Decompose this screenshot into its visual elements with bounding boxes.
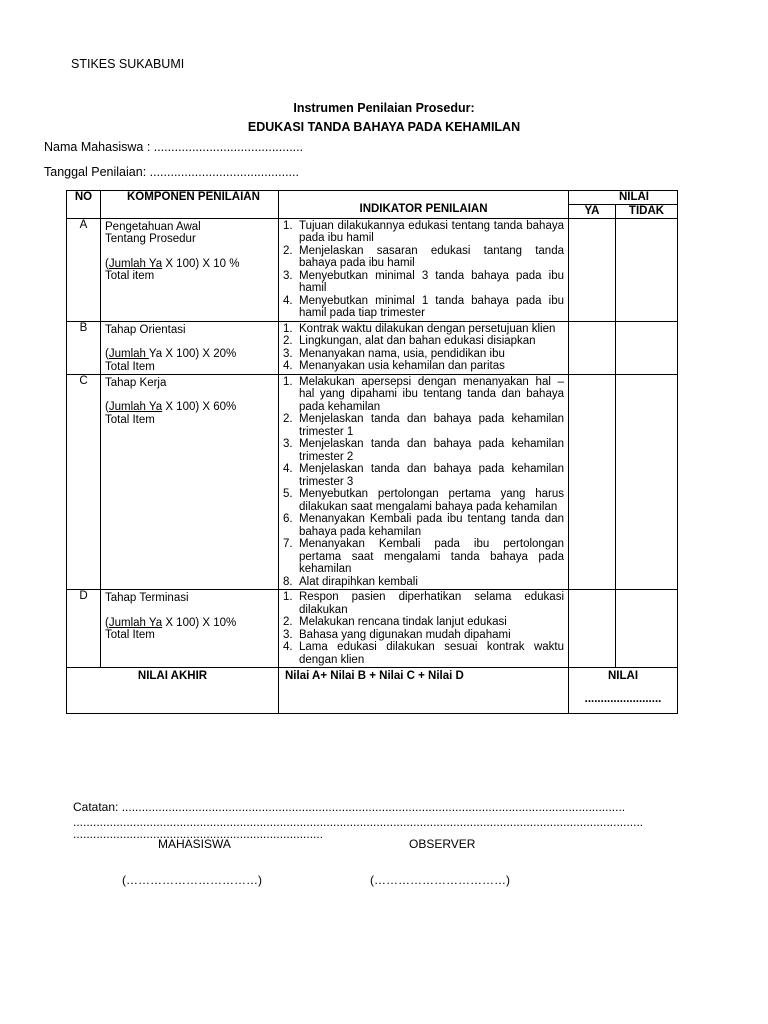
formula-open: ( (105, 257, 109, 270)
notes-field: Catatan: ....................................................................................................................................................... (73, 800, 626, 814)
indicator-text: Bahasa yang digunakan mudah dipahami (299, 628, 511, 641)
indicator-item (283, 245, 564, 270)
indicator-cell (279, 321, 569, 374)
component-cell (101, 321, 279, 374)
col-header-no: NO (67, 191, 101, 219)
indicator-text: Menanyakan usia kehamilan dan paritas (299, 360, 505, 372)
indicator-number: 2. (283, 335, 293, 347)
notes-line-1: ........................................................................................................................................................................... (73, 815, 644, 829)
col-header-nilai: NILAI (569, 191, 678, 205)
observer-signature-label: OBSERVER (409, 837, 476, 851)
formula-open: ( (105, 401, 109, 413)
col-header-ya: YA (569, 205, 616, 219)
final-score-label: NILAI AKHIR (67, 668, 279, 714)
final-score-cell (569, 668, 678, 714)
row-number: A (67, 218, 101, 321)
indicator-cell (279, 374, 569, 590)
table-row (67, 374, 678, 590)
component-title: Tahap Kerja (105, 376, 167, 389)
component-cell (101, 590, 279, 668)
indicator-item (283, 488, 564, 513)
indicator-text: Menyebutkan minimal 1 tanda bahaya pada ibu hamil pada tiap trimester (299, 294, 564, 319)
score-ya-cell[interactable] (569, 218, 616, 321)
observer-signature-line: (……………………………) (370, 873, 510, 887)
student-signature-label: MAHASISWA (158, 837, 231, 851)
institution-name: STIKES SUKABUMI (71, 57, 185, 71)
student-name-field: Nama Mahasiswa : ........................................... (44, 140, 304, 154)
indicator-text: Alat dirapihkan kembali (299, 575, 418, 588)
indicator-number: 5. (283, 488, 293, 500)
score-tidak-cell[interactable] (616, 218, 678, 321)
component-formula (105, 258, 274, 271)
indicator-number: 3. (283, 347, 293, 360)
indicator-number: 3. (283, 269, 293, 282)
formula-multiplier: Ya X 100) X 20% (148, 348, 237, 360)
formula-multiplier: X 100) X 10 % (162, 257, 240, 270)
score-tidak-cell[interactable] (616, 374, 678, 590)
indicator-item (283, 348, 564, 361)
formula-numerator: Jumlah Ya (108, 616, 163, 629)
indicator-number: 4. (283, 641, 293, 653)
indicator-number: 1. (283, 219, 293, 232)
indicator-item (283, 641, 564, 666)
indicator-text: Menjelaskan tanda dan bahaya pada kehamilan trimester 1 (299, 413, 564, 438)
component-title: Tahap Terminasi (105, 592, 189, 604)
row-number: B (67, 321, 101, 374)
indicator-number: 2. (283, 244, 293, 257)
col-header-tidak: TIDAK (616, 205, 678, 219)
indicator-text: Menjelaskan tanda dan bahaya pada kehamilan trimester 2 (299, 438, 564, 463)
indicator-text: Melakukan apersepsi dengan menanyakan hal – hal yang dipahami ibu tentang tanda dan bahaya pada kehamilan (299, 375, 564, 413)
table-row (67, 321, 678, 374)
indicator-number: 1. (283, 375, 293, 388)
indicator-item (283, 463, 564, 488)
indicator-item (283, 629, 564, 642)
indicator-number: 4. (283, 294, 293, 307)
indicator-item (283, 335, 564, 348)
document-title: Instrumen Penilaian Prosedur: (293, 101, 475, 115)
indicator-cell (279, 218, 569, 321)
indicator-item (283, 220, 564, 245)
score-ya-cell[interactable] (569, 374, 616, 590)
indicator-text: Lingkungan, alat dan bahan edukasi disiapkan (299, 335, 536, 347)
row-number: D (67, 590, 101, 668)
indicator-item (283, 323, 564, 336)
indicator-text: Melakukan rencana tindak lanjut edukasi (299, 616, 507, 628)
indicator-item (283, 376, 564, 414)
indicator-number: 4. (283, 463, 293, 475)
table-row (67, 218, 678, 321)
score-tidak-cell[interactable] (616, 590, 678, 668)
indicator-text: Tujuan dilakukannya edukasi tentang tanda bahaya pada ibu hamil (299, 219, 564, 244)
indicator-number: 2. (283, 616, 293, 628)
component-title: Pengetahuan Awal Tentang Prosedur (105, 220, 201, 245)
score-ya-cell[interactable] (569, 321, 616, 374)
indicator-item (283, 576, 564, 589)
component-total: Total Item (105, 360, 155, 373)
indicator-item (283, 616, 564, 629)
component-formula (105, 401, 274, 414)
score-tidak-cell[interactable] (616, 321, 678, 374)
indicator-text: Menanyakan Kembali pada ibu pertolongan pertama saat mengalami tanda bahaya pada kehamilan (299, 538, 564, 575)
indicator-text: Kontrak waktu dilakukan dengan persetujuan klien (299, 322, 556, 335)
indicator-item (283, 295, 564, 320)
indicator-item (283, 513, 564, 538)
indicator-text: Respon pasien diperhatikan selama edukasi dilakukan (299, 591, 564, 616)
indicator-text: Lama edukasi dilakukan sesuai kontrak waktu dengan klien (299, 641, 564, 666)
assessment-date-field: Tanggal Penilaian: ........................................... (44, 165, 299, 179)
indicator-number: 3. (283, 438, 293, 450)
formula-numerator: Jumlah Ya (108, 257, 163, 270)
formula-open: ( (105, 616, 109, 629)
component-cell (101, 374, 279, 590)
final-score-nilai-label: NILAI (607, 670, 639, 682)
score-ya-cell[interactable] (569, 590, 616, 668)
indicator-text: Menyebutkan minimal 3 tanda bahaya pada ibu hamil (299, 269, 564, 294)
component-cell (101, 218, 279, 321)
assessment-table (66, 190, 678, 714)
final-score-formula: Nilai A+ Nilai B + Nilai C + Nilai D (279, 668, 569, 714)
formula-numerator: Jumlah Ya (108, 401, 163, 413)
indicator-number: 2. (283, 413, 293, 425)
final-score-blank: ........................ (584, 692, 662, 705)
component-total: Total Item (105, 413, 155, 426)
notes-line-2: ........................................................................... (73, 827, 324, 841)
indicator-number: 8. (283, 575, 293, 588)
indicator-item (283, 360, 564, 373)
indicator-number: 6. (283, 513, 293, 525)
document-subtitle: EDUKASI TANDA BAHAYA PADA KEHAMILAN (247, 120, 521, 134)
formula-open: ( (105, 348, 109, 360)
indicator-number: 7. (283, 538, 293, 550)
indicator-number: 1. (283, 591, 293, 603)
indicator-text: Menanyakan nama, usia, pendidikan ibu (299, 347, 505, 360)
indicator-text: Menanyakan Kembali pada ibu tentang tanda dan bahaya pada kehamilan (299, 513, 564, 538)
indicator-item (283, 413, 564, 438)
indicator-text: Menjelaskan sasaran edukasi tantang tanda bahaya pada ibu hamil (299, 244, 564, 269)
formula-multiplier: X 100) X 10% (162, 616, 237, 629)
student-signature-line: (……………………………) (122, 873, 262, 887)
component-formula (105, 617, 274, 630)
indicator-number: 4. (283, 360, 293, 372)
indicator-item (283, 270, 564, 295)
component-total: Total item (105, 270, 155, 282)
row-number: C (67, 374, 101, 590)
indicator-item (283, 438, 564, 463)
component-total: Total Item (105, 629, 155, 641)
indicator-text: Menyebutkan pertolongan pertama yang harus dilakukan saat mengalami bahaya pada kehamilan (299, 488, 564, 513)
indicator-cell (279, 590, 569, 668)
table-row (67, 590, 678, 668)
indicator-number: 3. (283, 628, 293, 641)
col-header-indikator: INDIKATOR PENILAIAN (279, 191, 569, 219)
col-header-komponen: KOMPONEN PENILAIAN (101, 191, 279, 219)
indicator-item (283, 538, 564, 576)
formula-numerator: Jumlah (108, 348, 149, 360)
formula-multiplier: X 100) X 60% (162, 401, 237, 413)
component-title: Tahap Orientasi (105, 323, 186, 336)
component-formula (105, 348, 274, 361)
indicator-text: Menjelaskan tanda dan bahaya pada kehamilan trimester 3 (299, 463, 564, 488)
indicator-number: 1. (283, 322, 293, 335)
indicator-item (283, 591, 564, 616)
